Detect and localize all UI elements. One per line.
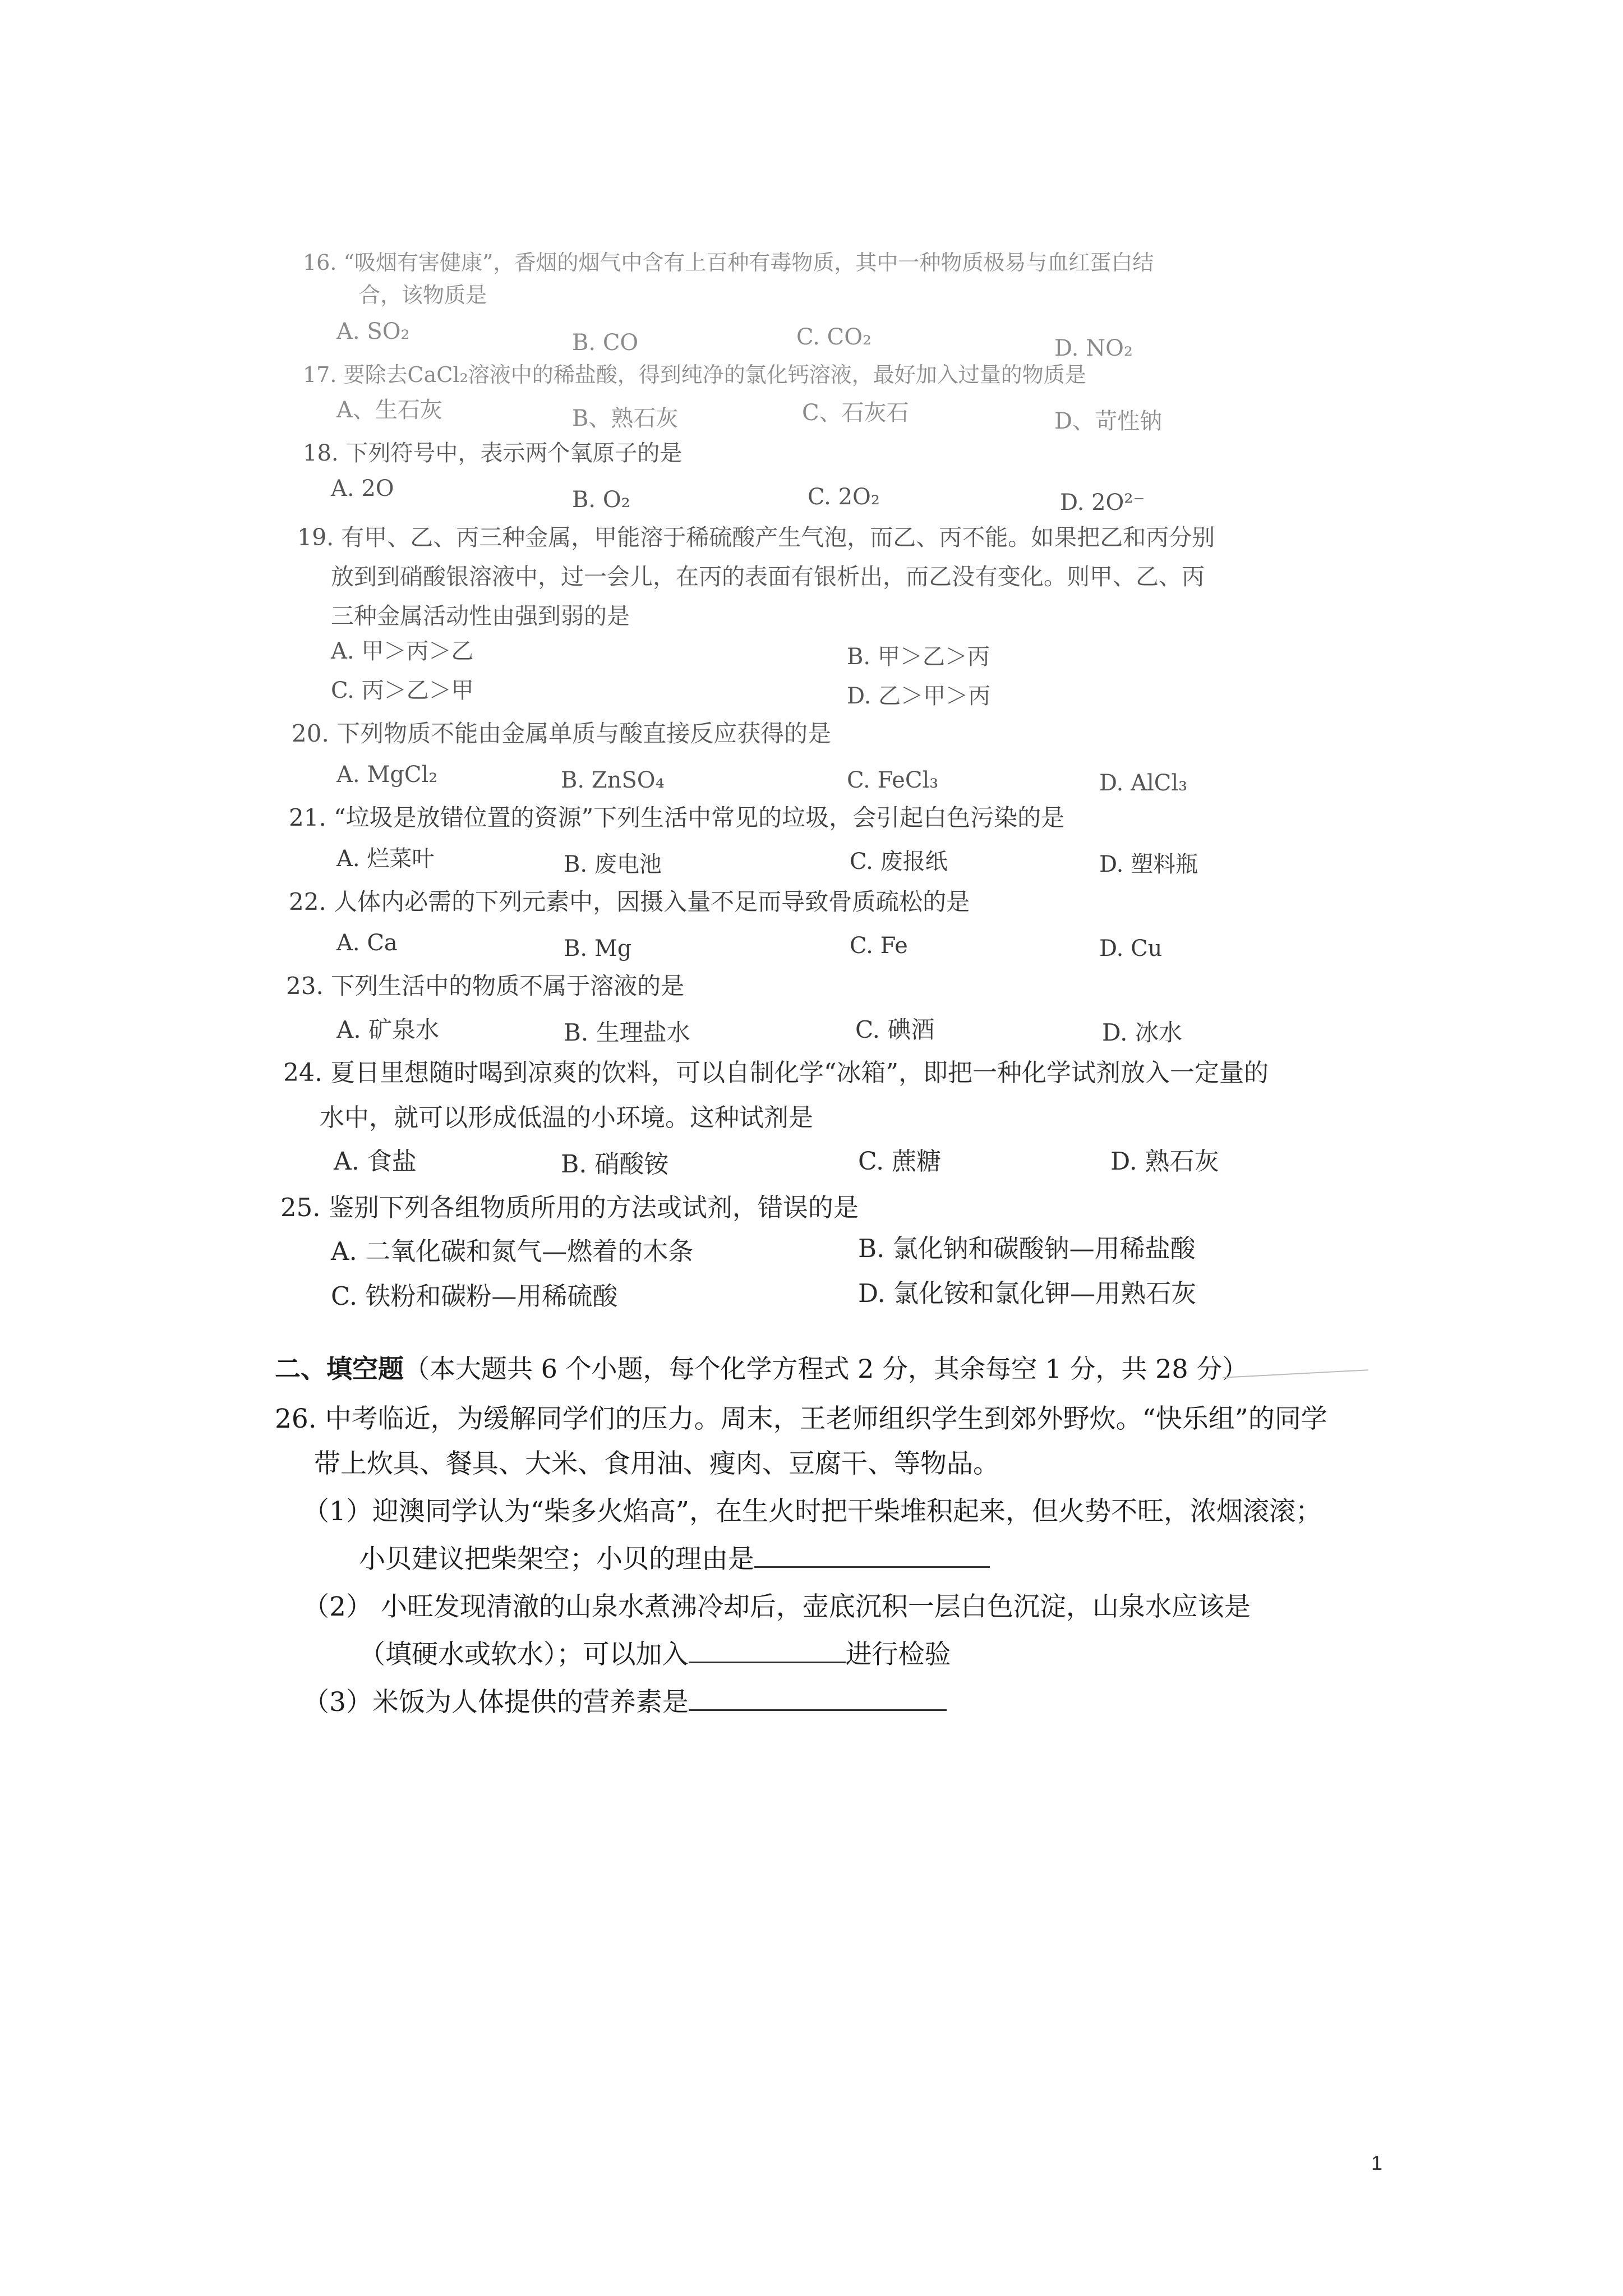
q21-option-b: B. 废电池: [564, 852, 662, 877]
answer-blank-2[interactable]: [689, 1639, 846, 1663]
q24-option-b: B. 硝酸铵: [561, 1150, 669, 1179]
q22-option-b: B. Mg: [564, 936, 632, 961]
question-24-stem: 24. 夏日里想随时喝到凉爽的饮料，可以自制化学“冰箱”，即把一种化学试剂放入一定量的: [283, 1059, 1269, 1087]
q19-option-b: B. 甲＞乙＞丙: [847, 644, 990, 670]
q23-option-b: B. 生理盐水: [564, 1019, 690, 1046]
question-20-stem: 20. 下列物质不能由金属单质与酸直接反应获得的是: [292, 720, 832, 747]
question-19-stem: 19. 有甲、乙、丙三种金属，甲能溶于稀硫酸产生气泡，而乙、丙不能。如果把乙和丙分别: [297, 524, 1215, 551]
q19-option-d: D. 乙＞甲＞丙: [847, 683, 991, 709]
question-18-stem: 18. 下列符号中，表示两个氧原子的是: [303, 440, 683, 466]
question-23-stem: 23. 下列生活中的物质不属于溶液的是: [286, 972, 685, 1000]
q20-option-a: A. MgCl₂: [336, 762, 438, 788]
q18-option-d: D. 2O²⁻: [1060, 490, 1145, 516]
part-3-prompt: （3）米饭为人体提供的营养素是: [303, 1687, 689, 1718]
part-2-line-1: （2） 小旺发现清澈的山泉水煮沸冷却后，壶底沉积一层白色沉淀，山泉水应该是: [303, 1591, 1251, 1622]
q24-option-a: A. 食盐: [334, 1147, 417, 1176]
question-19-stem-cont1: 放到到硝酸银溶液中，过一会儿，在丙的表面有银析出，而乙没有变化。则甲、乙、丙: [331, 563, 1205, 590]
question-26-line-2: 带上炊具、餐具、大米、食用油、瘦肉、豆腐干、等物品。: [314, 1448, 999, 1479]
q19-option-c: C. 丙＞乙＞甲: [331, 678, 474, 703]
q18-option-a: A. 2O: [331, 476, 394, 501]
q20-option-c: C. FeCl₃: [847, 767, 939, 793]
part-2-line-2: [359, 1638, 951, 1672]
q25-option-a: A. 二氧化碳和氮气—燃着的木条: [331, 1236, 694, 1266]
section-2-heading: [275, 1352, 1248, 1386]
part-2-suffix: 进行检验: [845, 1639, 951, 1670]
q16-option-d: D. NO₂: [1054, 335, 1133, 361]
q17-option-a: A、生石灰: [336, 397, 442, 423]
part-1-prompt: 小贝建议把柴架空；小贝的理由是: [359, 1544, 754, 1575]
answer-blank-1[interactable]: [754, 1544, 990, 1568]
question-19-stem-cont2: 三种金属活动性由强到弱的是: [331, 602, 630, 629]
q17-option-b: B、熟石灰: [572, 406, 679, 431]
q17-option-c: C、石灰石: [802, 400, 909, 426]
part-1-line-2: [359, 1543, 990, 1576]
question-17-stem: 17. 要除去CaCl₂溶液中的稀盐酸，得到纯净的氯化钙溶液，最好加入过量的物质是: [303, 362, 1086, 387]
q22-option-c: C. Fe: [850, 933, 908, 959]
question-21-stem: 21. “垃圾是放错位置的资源”下列生活中常见的垃圾，会引起白色污染的是: [289, 804, 1065, 831]
q20-option-b: B. ZnSO₄: [561, 767, 665, 793]
q23-option-c: C. 碘酒: [855, 1016, 935, 1043]
q21-option-a: A. 烂菜叶: [336, 846, 435, 872]
q22-option-a: A. Ca: [336, 930, 398, 956]
answer-blank-3[interactable]: [689, 1687, 947, 1711]
q16-option-a: A. SO₂: [336, 319, 410, 344]
q23-option-a: A. 矿泉水: [336, 1016, 440, 1043]
question-25-stem: 25. 鉴别下列各组物质所用的方法或试剂，错误的是: [280, 1193, 859, 1222]
q24-option-c: C. 蔗糖: [858, 1147, 942, 1176]
page-number: 1: [1371, 2151, 1383, 2174]
q17-option-d: D、苛性钠: [1054, 408, 1163, 434]
part-1-line-1: （1）迎澳同学认为“柴多火焰高”，在生火时把干柴堆积起来，但火势不旺，浓烟滚滚；: [303, 1496, 1322, 1527]
q25-option-b: B. 氯化钠和碳酸钠—用稀盐酸: [858, 1234, 1196, 1263]
q16-option-b: B. CO: [572, 330, 639, 356]
q18-option-c: C. 2O₂: [808, 484, 880, 510]
section-2-note: （本大题共 6 个小题，每个化学方程式 2 分，其余每空 1 分，共 28 分）: [404, 1354, 1248, 1384]
question-16-stem-cont: 合，该物质是: [359, 283, 487, 307]
q25-option-d: D. 氯化铵和氯化钾—用熟石灰: [858, 1278, 1197, 1308]
q24-option-d: D. 熟石灰: [1110, 1147, 1219, 1176]
q21-option-c: C. 废报纸: [850, 849, 948, 875]
q18-option-b: B. O₂: [572, 487, 630, 513]
q25-option-c: C. 铁粉和碳粉—用稀硫酸: [331, 1281, 618, 1311]
part-2-prompt: （填硬水或软水）；可以加入: [359, 1639, 689, 1670]
q21-option-d: D. 塑料瓶: [1099, 852, 1198, 877]
question-24-stem-cont: 水中，就可以形成低温的小环境。这种试剂是: [320, 1103, 813, 1132]
q16-option-c: C. CO₂: [796, 324, 872, 350]
q23-option-d: D. 冰水: [1102, 1019, 1182, 1046]
q22-option-d: D. Cu: [1099, 936, 1163, 961]
question-16-stem: 16. “吸烟有害健康”，香烟的烟气中含有上百种有毒物质，其中一种物质极易与血红蛋白结: [303, 250, 1154, 275]
question-26-line-1: 26. 中考临近，为缓解同学们的压力。周末，王老师组织学生到郊外野炊。“快乐组”的同学: [275, 1404, 1327, 1434]
section-2-title: 二、填空题: [275, 1354, 404, 1384]
q19-option-a: A. 甲＞丙＞乙: [331, 638, 474, 664]
part-3-line-1: [303, 1686, 947, 1719]
question-22-stem: 22. 人体内必需的下列元素中，因摄入量不足而导致骨质疏松的是: [289, 888, 970, 915]
q20-option-d: D. AlCl₃: [1099, 770, 1188, 796]
